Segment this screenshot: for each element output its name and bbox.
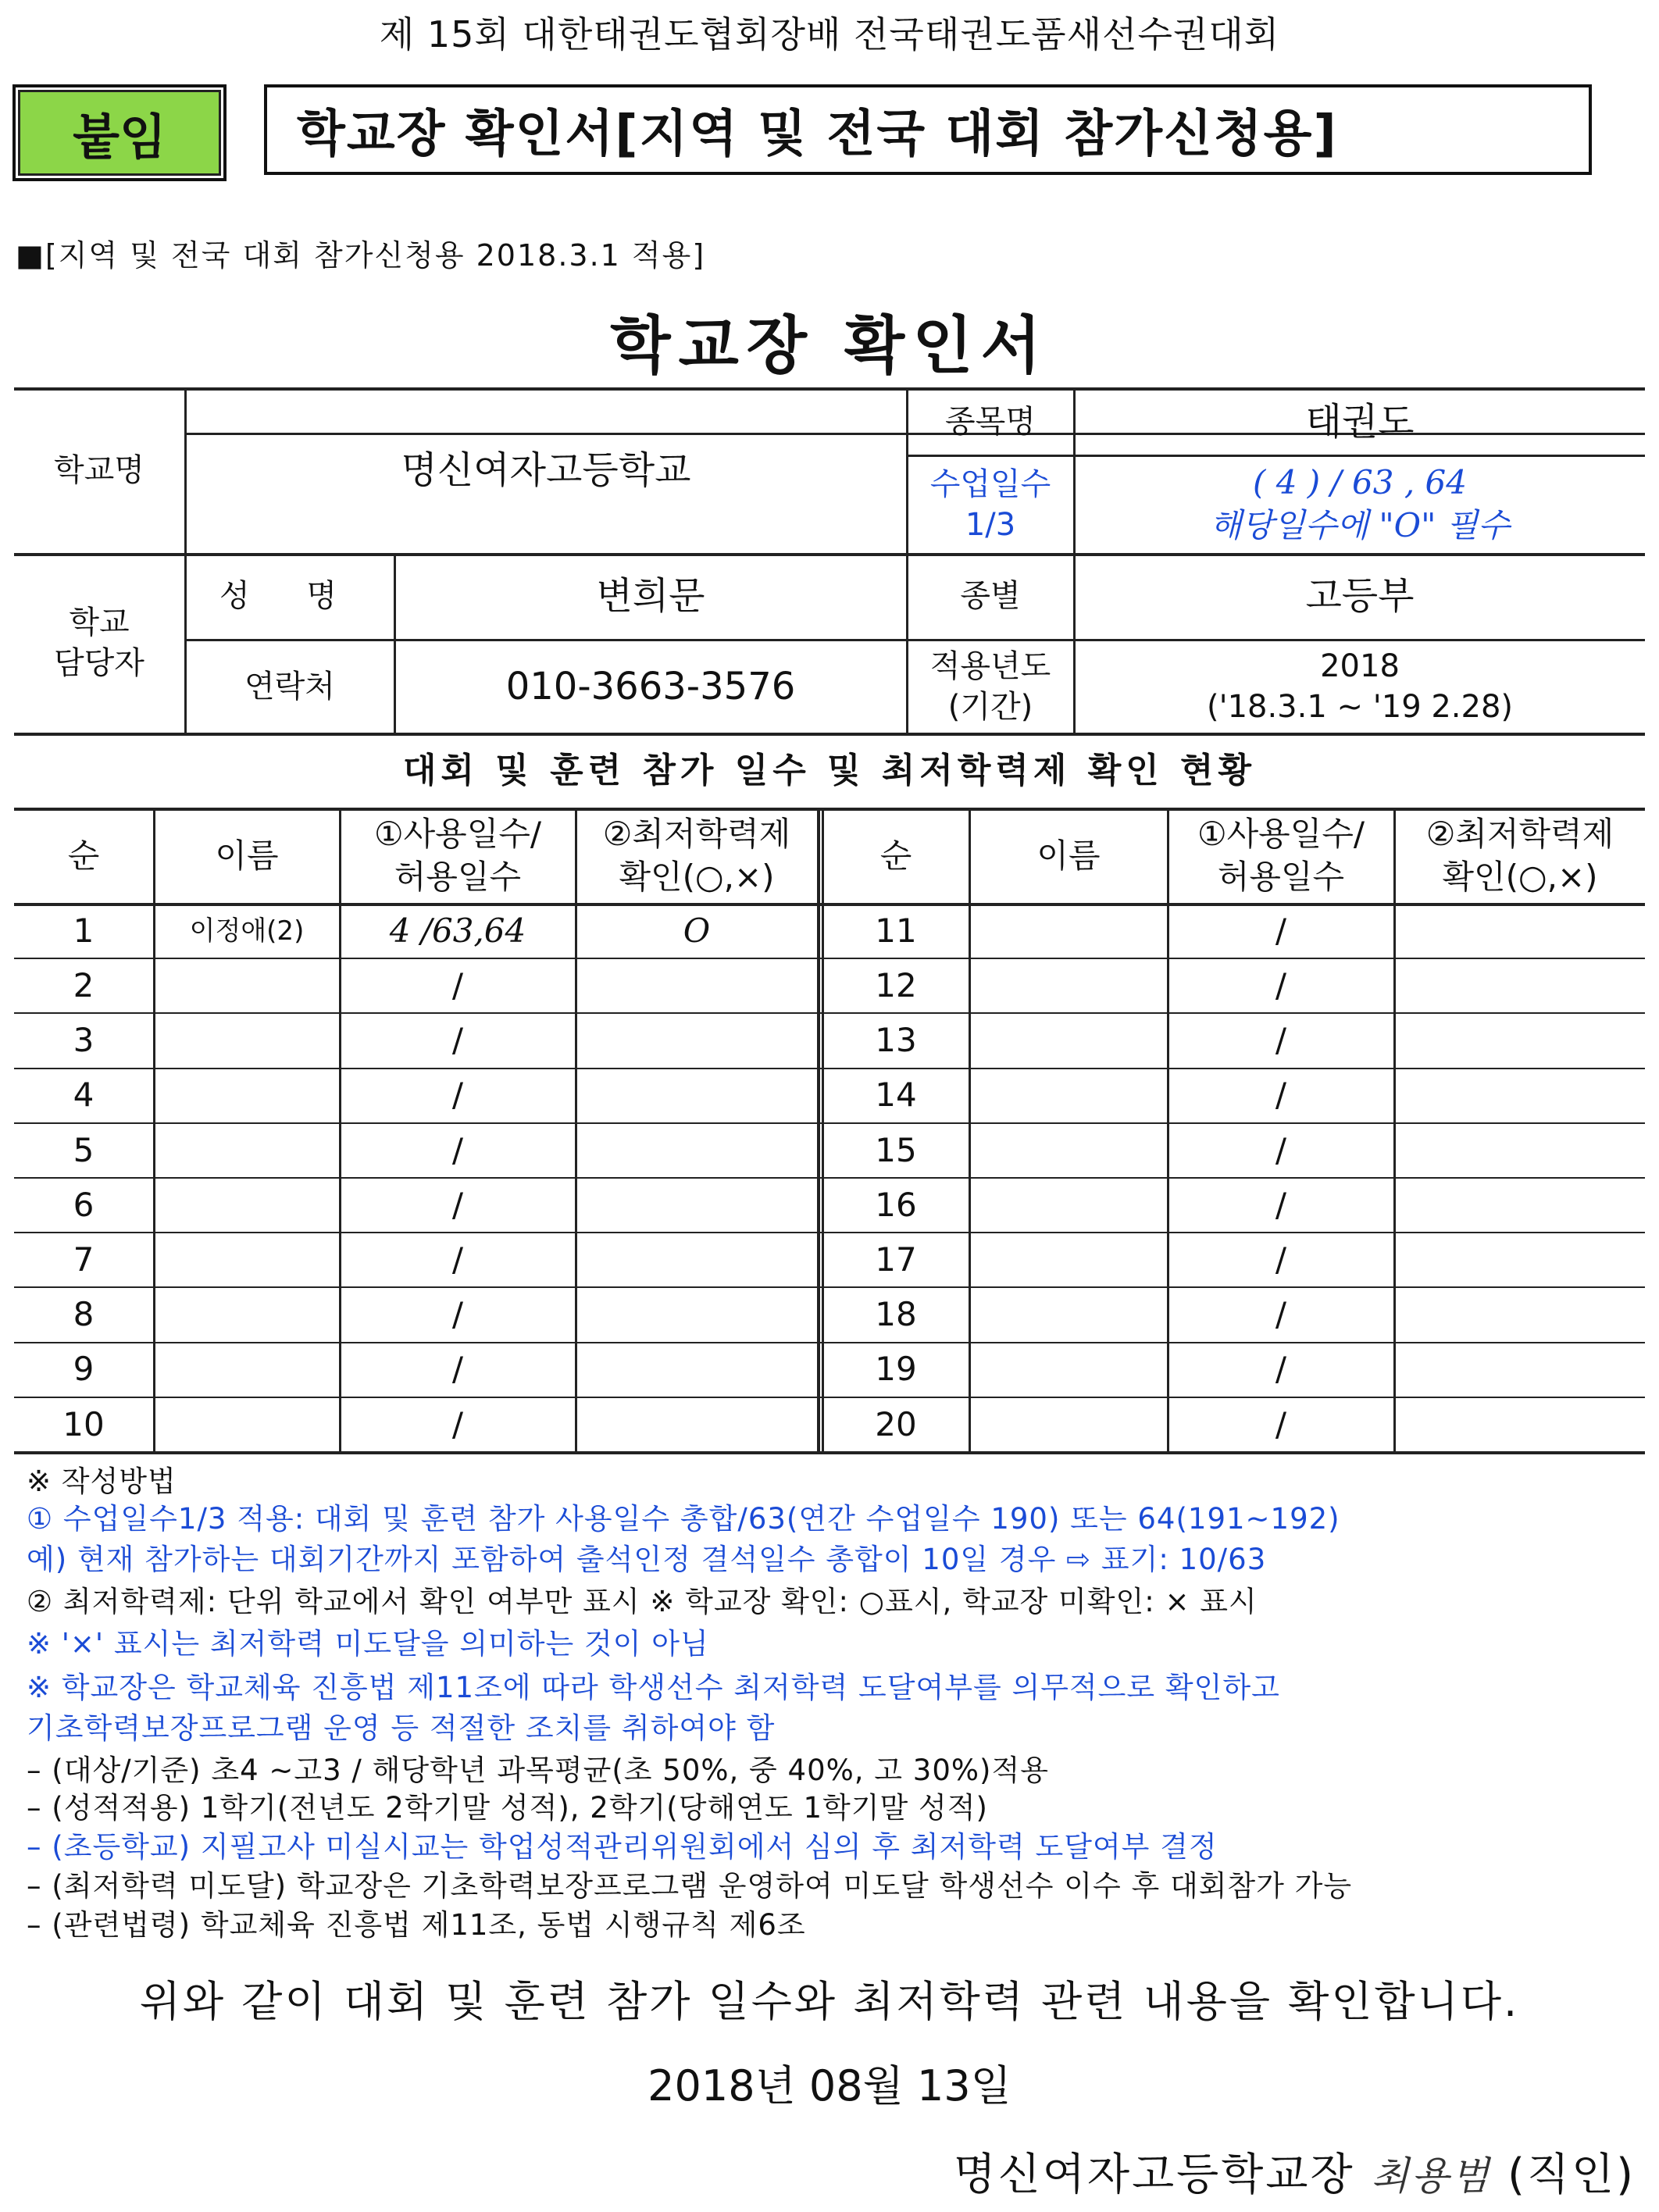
col-no-left: 순	[67, 836, 100, 875]
right-row-name	[970, 1069, 1167, 1122]
right-row-min	[1395, 1288, 1645, 1341]
year-label-line2: (기간)	[947, 689, 1033, 725]
left-row-no: 9	[73, 1350, 95, 1389]
year-label-line1: 적용년도	[929, 648, 1051, 684]
left-row-name	[155, 1343, 339, 1397]
category-label: 종별	[960, 578, 1021, 614]
left-row-min	[576, 1014, 817, 1067]
left-row-min	[576, 1343, 817, 1397]
right-row-no: 17	[875, 1240, 917, 1279]
note-line: ※ '×' 표시는 최저학력 미도달을 의미하는 것이 아님	[27, 1627, 709, 1661]
left-row-days: 4 /63,64	[389, 911, 526, 950]
right-row-name	[970, 1343, 1167, 1397]
note-line: ② 최저학력제: 단위 학교에서 확인 여부만 표시 ※ 학교장 확인: ○표시, 학교장 미확인: × 표시	[27, 1585, 1258, 1618]
left-row-days: /	[451, 1350, 464, 1389]
event-value: 태권도	[1305, 399, 1415, 444]
col-days-right	[1168, 809, 1393, 903]
left-row-min	[576, 1179, 817, 1232]
class-days-value	[1075, 456, 1645, 553]
note-line: ① 수업일수1/3 적용: 대회 및 훈련 참가 사용일수 총합/63(연간 수업일수 190) 또는 64(191~192)	[27, 1502, 1340, 1536]
note-line: – (최저학력 미도달) 학교장은 기초학력보장프로그램 운영하여 미도달 학생선수 이수 후 대회참가 가능	[27, 1869, 1353, 1903]
left-row-days: /	[451, 1295, 464, 1334]
col-days-left-line2: 허용일수	[394, 858, 522, 896]
school-name-label: 학교명	[54, 452, 144, 488]
note-line: – (초등학교) 지필고사 미실시교는 학업성적관리위원회에서 심의 후 최저학력 도달여부 결정	[27, 1830, 1218, 1864]
staff-label-line1: 학교	[69, 605, 130, 640]
left-row-days: /	[451, 1185, 464, 1224]
class-days-count: ( 4 ) / 63 , 64	[1253, 463, 1467, 502]
left-row-no: 6	[73, 1185, 95, 1224]
right-row-min	[1395, 1233, 1645, 1286]
right-row-min	[1395, 1014, 1645, 1067]
left-row-min	[576, 959, 817, 1012]
left-row-name	[155, 1288, 339, 1341]
left-row-name	[155, 1398, 339, 1451]
left-row-days: /	[451, 1240, 464, 1279]
left-row-min	[576, 1124, 817, 1177]
year-value-period: ('18.3.1 ~ '19 2.28)	[1206, 689, 1514, 725]
col-days-right-line2: 허용일수	[1217, 858, 1345, 896]
left-row-name	[155, 1069, 339, 1122]
left-row-no: 3	[73, 1021, 95, 1060]
right-row-no: 13	[875, 1021, 917, 1060]
attachment-badge: 붙임	[12, 84, 227, 181]
right-row-no: 15	[875, 1130, 917, 1169]
main-title: 학교장 확인서	[610, 309, 1049, 382]
handwritten-signature: 최용범	[1371, 2153, 1492, 2199]
right-row-no: 19	[875, 1350, 917, 1389]
right-row-name	[970, 1124, 1167, 1177]
right-row-days: /	[1275, 1076, 1287, 1115]
left-row-name	[155, 1014, 339, 1067]
left-row-days: /	[451, 1076, 464, 1115]
staff-name-label: 성 명	[219, 578, 360, 614]
col-name-right: 이름	[1036, 836, 1101, 875]
note-line: 예) 현재 참가하는 대회기간까지 포함하여 출석인정 결석일수 총합이 10일 경우 ⇨ 표기: 10/63	[27, 1543, 1267, 1576]
right-row-min	[1395, 1398, 1645, 1451]
notes-heading: ※ 작성방법	[27, 1465, 177, 1498]
col-min-left	[576, 809, 817, 903]
seal-suffix: (직인)	[1507, 2150, 1636, 2200]
left-row-name	[155, 959, 339, 1012]
principal-signature-line	[954, 2140, 1636, 2203]
right-row-no: 16	[875, 1185, 917, 1224]
note-line: 기초학력보장프로그램 운영 등 적절한 조치를 취하여야 함	[27, 1711, 776, 1745]
left-row-no: 4	[73, 1076, 95, 1115]
note-line: – (대상/기준) 초4 ~고3 / 해당학년 과목평균(초 50%, 중 40%, 고 30%)적용	[27, 1754, 1049, 1787]
note-line: – (성적적용) 1학기(전년도 2학기말 성적), 2학기(당해연도 1학기말 성적)	[27, 1791, 988, 1825]
document-title: 학교장 확인서[지역 및 전국 대회 참가신청용]	[264, 84, 1592, 175]
col-days-right-line1: ①사용일수/	[1197, 815, 1365, 854]
left-row-min	[576, 1398, 817, 1451]
col-days-left-line1: ①사용일수/	[373, 815, 542, 854]
right-row-days: /	[1275, 911, 1287, 950]
right-row-days: /	[1275, 1404, 1287, 1443]
contact-label: 연락처	[244, 669, 335, 705]
col-days-left	[341, 809, 575, 903]
right-row-days: /	[1275, 1240, 1287, 1279]
right-row-days: /	[1275, 1350, 1287, 1389]
col-min-left-line2: 확인(○,×)	[619, 858, 775, 896]
col-min-right	[1395, 809, 1645, 903]
left-row-no: 1	[73, 911, 95, 950]
school-name-value: 명신여자고등학교	[401, 448, 691, 492]
left-row-no: 2	[73, 965, 95, 1004]
event-label: 종목명	[945, 404, 1036, 440]
class-days-label	[908, 456, 1073, 553]
right-row-no: 11	[875, 911, 917, 950]
right-row-min	[1395, 1179, 1645, 1232]
staff-name-value: 변희문	[596, 573, 705, 618]
left-row-days: /	[451, 1404, 464, 1443]
right-row-name	[970, 1233, 1167, 1286]
staff-label-line2: 담당자	[54, 645, 144, 681]
confirm-statement: 위와 같이 대회 및 훈련 참가 일수와 최저학력 관련 내용을 확인합니다.	[139, 1977, 1520, 2026]
left-row-min	[576, 1069, 817, 1122]
left-row-name	[155, 1179, 339, 1232]
class-days-label-line2: 1/3	[965, 507, 1016, 543]
year-value	[1075, 640, 1645, 733]
left-row-days: /	[451, 965, 464, 1004]
left-row-no: 10	[62, 1404, 105, 1443]
left-row-no: 5	[73, 1130, 95, 1169]
right-row-days: /	[1275, 1185, 1287, 1224]
col-name-left: 이름	[215, 836, 279, 875]
left-row-name: 이정애(2)	[189, 915, 305, 947]
right-row-name	[970, 1398, 1167, 1451]
left-row-name	[155, 1233, 339, 1286]
right-row-days: /	[1275, 1130, 1287, 1169]
right-row-name	[970, 1014, 1167, 1067]
right-row-min	[1395, 959, 1645, 1012]
right-row-no: 20	[875, 1404, 917, 1443]
right-row-name	[970, 1179, 1167, 1232]
note-line: ※ 학교장은 학교체육 진흥법 제11조에 따라 학생선수 최저학력 도달여부를 의무적으로 확인하고	[27, 1671, 1280, 1704]
class-days-note: 해당일수에 "O" 필수	[1210, 506, 1510, 544]
principal-title: 명신여자고등학교장	[953, 2150, 1355, 2200]
contact-value: 010-3663-3576	[505, 664, 796, 708]
right-row-no: 14	[875, 1076, 917, 1115]
right-row-days: /	[1275, 1021, 1287, 1060]
issue-date: 2018년 08월 13일	[648, 2061, 1011, 2110]
right-row-min	[1395, 1069, 1645, 1122]
staff-label	[14, 553, 184, 733]
left-row-name	[155, 1124, 339, 1177]
left-row-days: /	[451, 1021, 464, 1060]
right-row-no: 18	[875, 1295, 917, 1334]
note-line: – (관련법령) 학교체육 진흥법 제11조, 동법 시행규칙 제6조	[27, 1908, 806, 1942]
right-row-days: /	[1275, 1295, 1287, 1334]
left-row-min: O	[683, 911, 711, 950]
rule-label: ■[지역 및 전국 대회 참가신청용 2018.3.1 적용]	[16, 238, 706, 273]
left-row-no: 7	[73, 1240, 95, 1279]
left-row-min	[576, 1288, 817, 1341]
left-row-days: /	[451, 1130, 464, 1169]
col-min-right-line1: ②최저학력제	[1425, 815, 1614, 854]
col-no-right: 순	[879, 836, 912, 875]
left-row-no: 8	[73, 1295, 95, 1334]
section-title: 대회 및 훈련 참가 일수 및 최저학력제 확인 현황	[402, 751, 1257, 790]
right-row-name	[970, 1288, 1167, 1341]
year-value-year: 2018	[1320, 648, 1400, 684]
right-row-min	[1395, 1124, 1645, 1177]
right-row-name	[970, 904, 1167, 958]
category-value: 고등부	[1305, 573, 1415, 618]
right-row-min	[1395, 904, 1645, 958]
right-row-name	[970, 959, 1167, 1012]
competition-title: 제 15회 대한태권도협회장배 전국태권도품새선수권대회	[379, 13, 1280, 55]
right-row-min	[1395, 1343, 1645, 1397]
col-min-left-line1: ②최저학력제	[602, 815, 791, 854]
class-days-label-line1: 수업일수	[929, 466, 1051, 502]
col-min-right-line2: 확인(○,×)	[1442, 858, 1598, 896]
year-label	[908, 640, 1073, 733]
right-row-days: /	[1275, 965, 1287, 1004]
right-row-no: 12	[875, 965, 917, 1004]
left-row-min	[576, 1233, 817, 1286]
